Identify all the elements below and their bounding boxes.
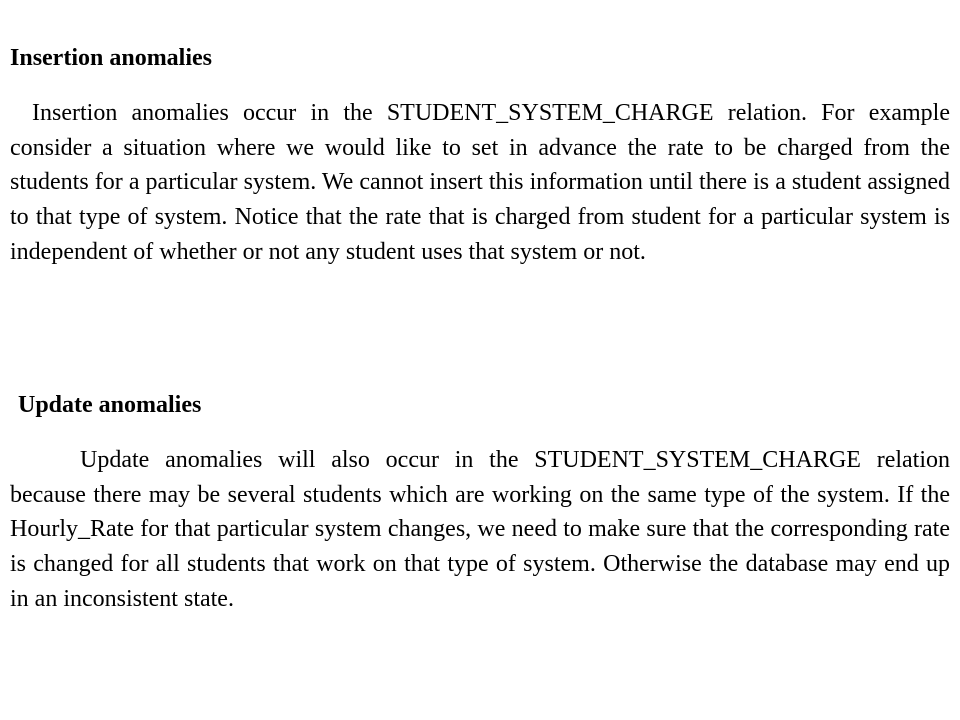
section-heading-insertion-anomalies: Insertion anomalies [10,45,213,71]
section-body-insertion-anomalies: Insertion anomalies occur in the STUDENT_SYSTEM_CHARGE relation. For example consider a situation where we would like to set in advance the rate to be charged from the students for a particular system. We cannot insert this information until there is a student assigned to that type of system. Notice that the rate that is charged from student for a particular system is independent of whether or not any student uses that system or not. [10,100,950,265]
section-heading-update-anomalies: Update anomalies [18,392,202,418]
section-body-update-anomalies: Update anomalies will also occur in the STUDENT_SYSTEM_CHARGE relation because there may be several students which are working on the same type of the system. If the Hourly_Rate for that particular system changes, we need to make sure that the corresponding rate is changed for all students that work on that type of system. Otherwise the database may end up in an inconsistent state. [10,447,950,612]
